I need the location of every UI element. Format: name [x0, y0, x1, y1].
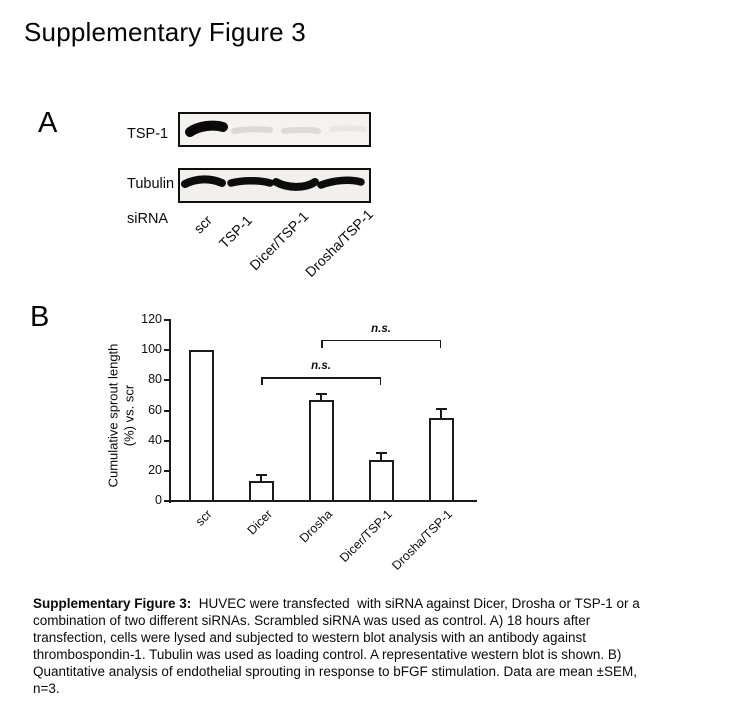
- y-tick-mark: [164, 319, 170, 321]
- caption-line: thrombospondin-1. Tubulin was used as loading control. A representative western blot is shown. B): [33, 647, 622, 662]
- ns-label: n.s.: [311, 360, 331, 373]
- y-tick-label: 120: [141, 312, 162, 326]
- x-tick-label: Drosha/TSP-1: [388, 507, 455, 573]
- lane-label-tsp1: TSP-1: [215, 212, 256, 252]
- x-tick-label: Dicer/TSP-1: [336, 507, 395, 566]
- error-bar-cap: [256, 474, 267, 476]
- bar-scr: [189, 350, 214, 502]
- y-tick-label: 0: [155, 493, 162, 507]
- y-tick-mark: [164, 349, 170, 351]
- bar-Drosha/TSP-1: [429, 418, 454, 502]
- ns-bracket-tick: [261, 377, 263, 385]
- caption-line: n=3.: [33, 681, 60, 696]
- figure-title: Supplementary Figure 3: [24, 17, 306, 47]
- caption-line: [33, 595, 733, 612]
- y-tick-label: 80: [148, 372, 162, 387]
- y-tick-mark: [164, 410, 170, 412]
- caption-bold-prefix: Supplementary Figure 3:: [33, 596, 192, 611]
- ns-bracket-tick: [440, 340, 442, 348]
- y-axis-title-line2: (%) vs. scr: [121, 384, 137, 447]
- y-axis-title-line1: Cumulative sprout length: [105, 343, 121, 488]
- error-bar-stem: [440, 409, 442, 418]
- y-tick-label: 100: [141, 342, 162, 357]
- y-tick-mark: [164, 440, 170, 442]
- error-bar-stem: [380, 453, 382, 461]
- panel-a-label: A: [38, 107, 58, 139]
- ns-bracket-tick: [321, 340, 323, 348]
- figure-caption: [33, 595, 733, 697]
- y-tick-mark: [164, 470, 170, 472]
- lane-label-scr: scr: [190, 212, 216, 237]
- caption-line: transfection, cells were lysed and subjected to western blot analysis with an antibody against: [33, 630, 587, 645]
- y-tick-label: 20: [148, 462, 162, 477]
- x-tick-label: scr: [193, 507, 215, 529]
- x-tick-label: Drosha: [296, 507, 335, 546]
- error-bar-cap: [316, 393, 327, 395]
- lane-label-drosha-tsp1: Drosha/TSP-1: [302, 206, 377, 281]
- caption-line: combination of two different siRNAs. Scrambled siRNA was used as control. A) 18 hours after: [33, 613, 591, 628]
- ns-bracket-line: [321, 340, 441, 342]
- sirna-label: siRNA: [127, 211, 169, 227]
- ns-label: n.s.: [371, 322, 391, 335]
- y-tick-mark: [164, 500, 170, 502]
- panel-b-label: B: [30, 301, 50, 333]
- y-tick-label: 60: [148, 402, 162, 417]
- bar-Dicer/TSP-1: [369, 460, 394, 502]
- x-tick-label: Dicer: [244, 507, 275, 538]
- blot-row-label-tubulin: Tubulin: [127, 176, 175, 192]
- error-bar-cap: [376, 452, 387, 454]
- ns-bracket-tick: [380, 377, 382, 385]
- caption-line: Quantitative analysis of endothelial sprouting in response to bFGF stimulation. Data are mean ±SEM,: [33, 664, 637, 679]
- ns-bracket-line: [261, 377, 381, 379]
- bar-Dicer: [249, 481, 274, 502]
- blot-row-label-tsp1: TSP-1: [127, 126, 169, 142]
- lane-label-dicer-tsp1: Dicer/TSP-1: [246, 208, 312, 274]
- y-tick-mark: [164, 379, 170, 381]
- caption-line1-rest: HUVEC were transfected with siRNA against Dicer, Drosha or TSP-1 or a: [191, 596, 640, 611]
- bar-Drosha: [309, 400, 334, 502]
- error-bar-cap: [436, 408, 447, 410]
- y-tick-label: 40: [148, 432, 162, 447]
